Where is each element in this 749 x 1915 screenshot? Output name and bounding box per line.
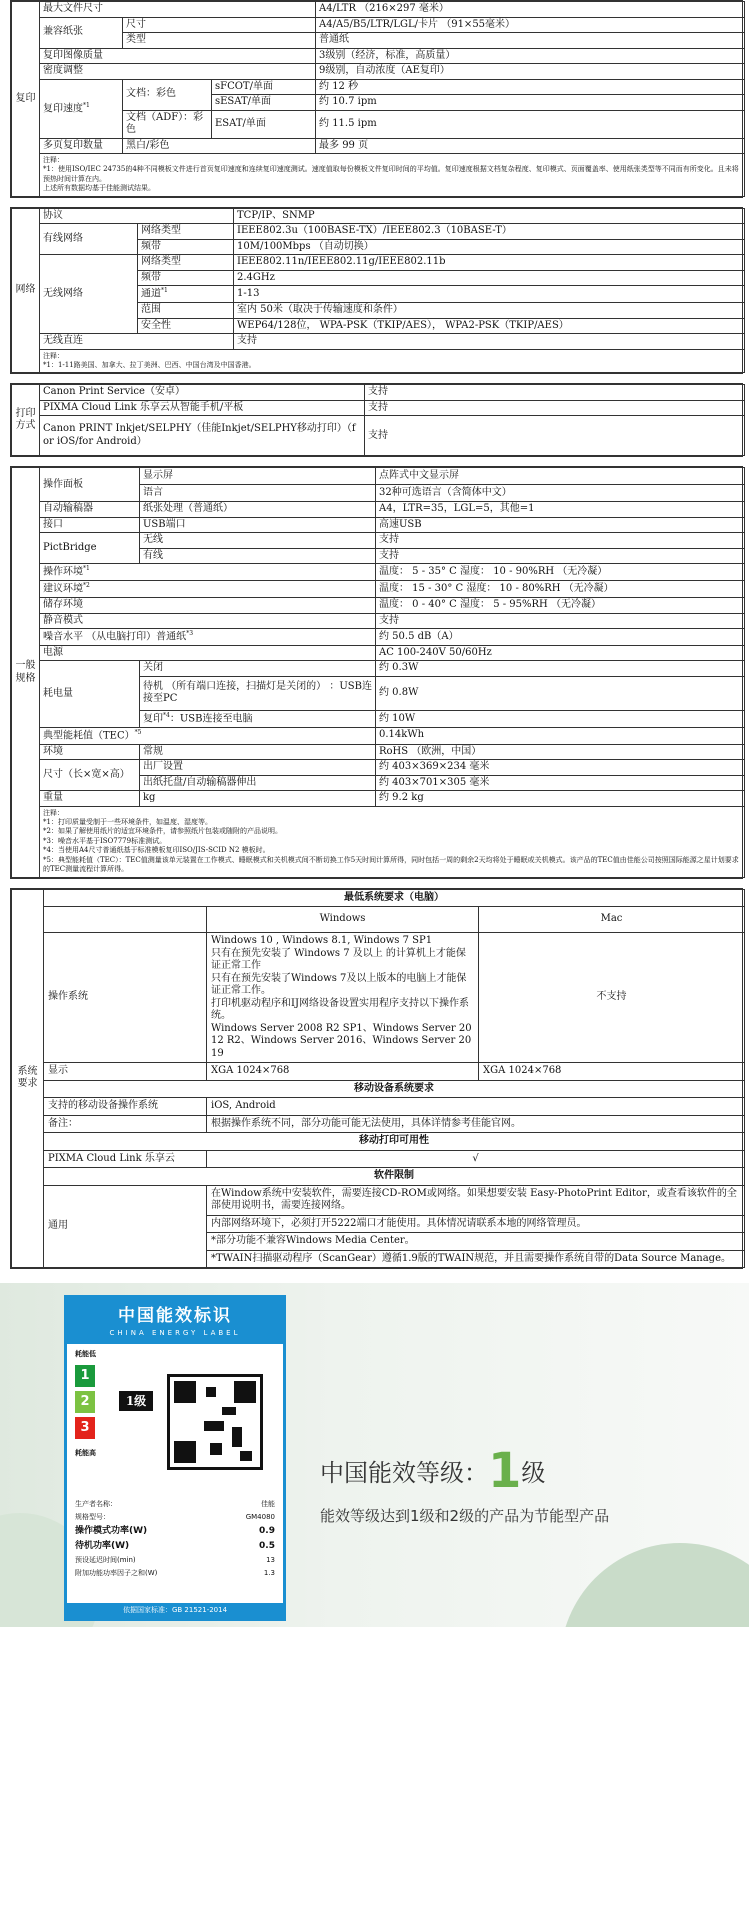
copy-notes xyxy=(40,154,745,197)
pm-row-3-label: Canon PRINT Inkjet/SELPHY（佳能Inkjet/SELPHY移动打印）（for iOS/for Android） xyxy=(40,416,365,456)
op-env-value: 温度： 5 - 35° C 湿度： 10 - 90%RH （无冷凝） xyxy=(376,564,745,581)
env-sub: 常规 xyxy=(140,744,376,760)
pb-wired-value: 支持 xyxy=(376,548,745,564)
display-req-label: 显示 xyxy=(44,1063,207,1081)
mobile-req-header: 移动设备系统要求 xyxy=(44,1080,745,1098)
energy-label-header xyxy=(67,1298,283,1344)
noise-value: 约 50.5 dB（A） xyxy=(376,629,745,646)
standby-label: 待机 （所有端口连接，扫描灯是关闭的） ：USB连接至PC xyxy=(140,676,376,710)
sfcot-value: 约 12 秒 xyxy=(316,79,745,95)
copy-note-2: 上述所有数据均基于佳能测试结果。 xyxy=(43,184,155,193)
grade-bar-1: 1 xyxy=(75,1365,95,1387)
paper-compat-label: 兼容纸张 xyxy=(40,17,123,48)
remark-value: 根据操作系统不同，部分功能可能无法使用，具体详情参考佳能官网。 xyxy=(207,1115,745,1133)
decor-circle xyxy=(560,1543,749,1627)
paper-size-value: A4/A5/B5/LTR/LGL/卡片 （91×55毫米） xyxy=(316,17,745,33)
env-value: RoHS （欧洲，中国） xyxy=(376,744,745,760)
os-windows xyxy=(207,933,479,1063)
wl-channel-label: 通道$^{*1}$ xyxy=(138,286,234,303)
wl-type-value: IEEE802.11n/IEEE802.11g/IEEE802.11b xyxy=(234,255,745,271)
pm-row-3-value: 支持 xyxy=(365,416,745,456)
doc-adf-label: 文档（ADF）：彩色 xyxy=(123,110,212,138)
store-env-label: 储存环境 xyxy=(40,598,376,614)
max-size-label: 最大文件尺寸 xyxy=(40,2,316,18)
general-note-3: *3：噪音水平基于ISO7779标准测试。 xyxy=(43,836,167,845)
os-win-line-3: 只有在预先安装了Windows 7及以上版本的电脑上才能保证正常工作。 xyxy=(211,972,467,997)
doc-color-label: 文档：彩色 xyxy=(123,79,212,110)
network-section-title: 网络 xyxy=(12,208,40,373)
add-row: 附加功能功率因子之和(W) 1.3 xyxy=(75,1568,275,1577)
model-row: 规格型号： GM4080 xyxy=(75,1512,275,1521)
cloud-label: PIXMA Cloud Link 乐享云 xyxy=(44,1150,207,1168)
noise-label: 噪音水平 （从电脑打印）普通纸$^{*3}$ xyxy=(40,629,376,646)
print-methods-title: 打印方式 xyxy=(12,385,40,456)
sysreq-section-title: 系统要求 xyxy=(12,889,44,1268)
energy-label-card xyxy=(64,1295,286,1621)
sesat-label: sESAT/单面 xyxy=(212,95,316,111)
interface-value: 高速USB xyxy=(376,517,745,533)
copy-note-title: 注释： xyxy=(43,156,64,164)
adf-sub: 纸张处理（普通纸） xyxy=(140,502,376,518)
grade-bar-3: 3 xyxy=(75,1417,95,1439)
print-methods-section xyxy=(10,383,743,457)
adf-label: 自动输稿器 xyxy=(40,502,140,518)
store-env-value: 温度： 0 - 40° C 湿度： 5 - 95%RH （无冷凝） xyxy=(376,598,745,614)
pm-row-2-label: PIXMA Cloud Link 乐享云从智能手机/平板 xyxy=(40,400,365,416)
energy-label-title: 中国能效标识 xyxy=(118,1306,232,1327)
empty-cell xyxy=(44,907,207,933)
network-notes xyxy=(40,349,745,373)
mobile-os-value: iOS, Android xyxy=(207,1098,745,1116)
paper-type-value: 普通纸 xyxy=(316,33,745,49)
wl-range-value: 室内 50米（取决于传输速度和条件） xyxy=(234,303,745,319)
wl-security-value: WEP64/128位， WPA-PSK（TKIP/AES）， WPA2-PSK（TKIP/AES） xyxy=(234,318,745,334)
standby-row: 待机功率(W) 0.5 xyxy=(75,1540,275,1551)
consumption-label: 耗电量 xyxy=(40,661,140,727)
wired-band-label: 频带 xyxy=(138,239,234,255)
wl-range-label: 范围 xyxy=(138,303,234,319)
weight-unit: kg xyxy=(140,791,376,807)
wired-type-label: 网络类型 xyxy=(138,224,234,240)
high-energy-text: 耗能高 xyxy=(75,1448,96,1457)
off-label: 关闭 xyxy=(140,661,376,677)
quiet-value: 支持 xyxy=(376,613,745,629)
grade-bar-2: 2 xyxy=(75,1391,95,1413)
display-req-mac: XGA 1024×768 xyxy=(479,1063,745,1081)
esat-label: ESAT/单面 xyxy=(212,110,316,138)
general-note-1: *1：打印质量受制于一些环境条件，如温度、湿度等。 xyxy=(43,818,212,827)
os-mac: 不支持 xyxy=(479,933,745,1063)
wl-channel-value: 1-13 xyxy=(234,286,745,303)
pm-row-1-value: 支持 xyxy=(365,385,745,401)
network-note-title: 注释： xyxy=(43,351,64,360)
copy-note-1: *1：使用ISO/IEC 24735的4种不同模板文件进行首页复印速度和连续复印速度测试。速度值取每份模板文件复印时间的平均值。复印速度根据文档复杂程度、复印模式、页面覆盖率、使用纸张类型等不同而有所变化。且未将预热时间计算在内。 xyxy=(43,165,739,183)
energy-headline: 中国能效等级：1级 xyxy=(320,1443,546,1500)
quality-value: 3级别（经济，标准，高质量） xyxy=(316,48,745,64)
copy-section-title: 复印 xyxy=(12,2,40,197)
rec-env-value: 温度： 15 - 30° C 湿度： 10 - 80%RH （无冷凝） xyxy=(376,581,745,598)
general-note-2: *2：如果了解使用纸片的适宜环境条件，请参照纸片包装或随附的产品说明。 xyxy=(43,827,282,836)
power-label: 电源 xyxy=(40,645,376,661)
wl-security-label: 安全性 xyxy=(138,318,234,334)
os-win-line-4: 打印机驱动程序和IJ网络设备设置实用程序支持以下操作系统。 xyxy=(211,997,469,1022)
display-label: 显示屏 xyxy=(140,468,376,485)
network-note-1: *1：1-11路美国、加拿大、拉丁美洲、巴西、中国台湾及中国香港。 xyxy=(43,361,256,370)
general-note-title: 注释： xyxy=(43,808,64,817)
paper-size-label: 尺寸 xyxy=(123,17,316,33)
os-win-line-5: Windows Server 2008 R2 SP1、Windows Server 2012 R2、Windows Server 2016、Windows Server 2019 xyxy=(211,1022,472,1059)
dim-ext-value: 约 403×701×305 毫米 xyxy=(376,775,745,791)
energy-label-rows xyxy=(75,1498,275,1580)
mobile-print-header: 移动打印可用性 xyxy=(44,1133,745,1151)
weight-value: 约 9.2 kg xyxy=(376,791,745,807)
wl-freq-label: 频带 xyxy=(138,270,234,286)
col-windows: Windows xyxy=(207,907,479,933)
dims-label: 尺寸（长×宽×高） xyxy=(40,760,140,791)
paper-type-label: 类型 xyxy=(123,33,316,49)
general-section xyxy=(10,466,743,878)
energy-subline: 能效等级达到1级和2级的产品为节能型产品 xyxy=(320,1507,610,1526)
dim-ship-value: 约 403×369×234 毫米 xyxy=(376,760,745,776)
pm-row-1-label: Canon Print Service（安卓） xyxy=(40,385,365,401)
energy-banner xyxy=(0,1283,749,1627)
panel-label: 操作面板 xyxy=(40,468,140,502)
pictbridge-label: PictBridge xyxy=(40,533,140,564)
sfcot-label: sFCOT/单面 xyxy=(212,79,316,95)
language-label: 语言 xyxy=(140,485,376,502)
quality-label: 复印图像质量 xyxy=(40,48,316,64)
dim-ship-label: 出厂设置 xyxy=(140,760,376,776)
wired-type-value: IEEE802.3u（100BASE-TX）/IEEE802.3（10BASE-T） xyxy=(234,224,745,240)
sw-line-3: *部分功能不兼容Windows Media Center。 xyxy=(207,1233,745,1251)
general-notes xyxy=(40,806,745,877)
mobile-os-label: 支持的移动设备操作系统 xyxy=(44,1098,207,1116)
sysreq-section xyxy=(10,888,743,1270)
speed-label: 复印速度$^{*1}$ xyxy=(40,79,123,138)
protocol-value: TCP/IP、SNMP xyxy=(234,208,745,224)
direct-label: 无线直连 xyxy=(40,334,234,350)
os-win-line-2: 只有在预先安装了 Windows 7 及以上 的计算机上才能保证正常工作 xyxy=(211,947,466,972)
remark-label: 备注： xyxy=(44,1115,207,1133)
rec-env-label: 建议环境$^{*2}$ xyxy=(40,581,376,598)
general-label: 通用 xyxy=(44,1185,207,1268)
dim-ext-label: 出纸托盘/自动输稿器伸出 xyxy=(140,775,376,791)
general-note-4: *4：当使用A4尺寸普通纸基于标准模板复印ISO/JIS-SCID N2 模板时。 xyxy=(43,846,270,855)
interface-label: 接口 xyxy=(40,517,140,533)
weight-label: 重量 xyxy=(40,791,140,807)
sw-line-1: 在Window系统中安装软件，需要连接CD-ROM或网络。如果想要安装 Easy-PhotoPrint Editor，或查看该软件的全部使用说明书，需要连接网络。 xyxy=(207,1185,745,1215)
grade-tag: 1级 xyxy=(119,1391,153,1411)
pb-wired-label: 有线 xyxy=(140,548,376,564)
pb-wireless-label: 无线 xyxy=(140,533,376,549)
env-label: 环境 xyxy=(40,744,140,760)
wl-freq-value: 2.4GHz xyxy=(234,270,745,286)
density-label: 密度调整 xyxy=(40,64,316,80)
sw-line-2: 内部网络环境下，必须打开5222端口才能使用。具体情况请联系本地的网络管理员。 xyxy=(207,1215,745,1233)
direct-value: 支持 xyxy=(234,334,745,350)
sesat-value: 约 10.7 ipm xyxy=(316,95,745,111)
pm-row-2-value: 支持 xyxy=(365,400,745,416)
wireless-label: 无线网络 xyxy=(40,255,138,334)
op-power-row: 操作模式功率(W) 0.9 xyxy=(75,1525,275,1536)
display-value: 点阵式中文显示屏 xyxy=(376,468,745,485)
copy-power-value: 约 10W xyxy=(376,710,745,727)
adf-value: A4，LTR=35，LGL=5，其他=1 xyxy=(376,502,745,518)
general-note-5: *5：典型能耗值（TEC）：TEC值测量该单元装置在工作模式、睡眠模式和关机模式间不断切换工作5天时间计算所得，同时包括一周的剩余2天均将处于睡眠或关机模式。该产品的TEC值由佳能公司按照国际能源之星计划要求的TEC测量流程计算所得。 xyxy=(43,855,739,874)
multi-value: 最多 99 页 xyxy=(316,138,745,154)
copy-power-label: 复印$^{*4}$：USB连接至电脑 xyxy=(140,710,376,727)
density-value: 9级别，自动浓度（AE复印） xyxy=(316,64,745,80)
qr-code-icon xyxy=(167,1374,263,1470)
energy-label-subtitle: CHINA ENERGY LABEL xyxy=(109,1329,241,1338)
low-energy-text: 耗能低 xyxy=(75,1350,96,1359)
language-value: 32种可选语言（含简体中文） xyxy=(376,485,745,502)
os-label: 操作系统 xyxy=(44,933,207,1063)
sw-line-4: *TWAIN扫描驱动程序（ScanGear）遵循1.9版的TWAIN规范，并且需要操作系统自带的Data Source Manage。 xyxy=(207,1250,745,1268)
wl-type-label: 网络类型 xyxy=(138,255,234,271)
multi-label: 多页复印数量 xyxy=(40,138,123,154)
pb-wireless-value: 支持 xyxy=(376,533,745,549)
col-mac: Mac xyxy=(479,907,745,933)
max-size-value: A4/LTR （216×297 毫米） xyxy=(316,2,745,18)
maker-row: 生产者名称： 佳能 xyxy=(75,1500,275,1509)
esat-value: 约 11.5 ipm xyxy=(316,110,745,138)
power-value: AC 100-240V 50/60Hz xyxy=(376,645,745,661)
multi-mode: 黑白/彩色 xyxy=(123,138,316,154)
standby-value: 约 0.8W xyxy=(376,676,745,710)
wired-label: 有线网络 xyxy=(40,224,138,255)
display-req-win: XGA 1024×768 xyxy=(207,1063,479,1081)
delay-row: 预设延迟时间(min) 13 xyxy=(75,1556,275,1565)
quiet-label: 静音模式 xyxy=(40,613,376,629)
wired-band-value: 10M/100Mbps （自动切换） xyxy=(234,239,745,255)
network-section xyxy=(10,207,743,375)
energy-standard: 依据国家标准：GB 21521-2014 xyxy=(67,1603,283,1618)
off-value: 约 0.3W xyxy=(376,661,745,677)
os-win-line-1: Windows 10 , Windows 8.1, Windows 7 SP1 xyxy=(211,935,433,947)
tec-value: 0.14kWh xyxy=(376,727,745,744)
op-env-label: 操作环境$^{*1}$ xyxy=(40,564,376,581)
software-header: 软件限制 xyxy=(44,1168,745,1186)
cloud-value: √ xyxy=(207,1150,745,1168)
pc-req-header: 最低系统要求（电脑） xyxy=(44,889,745,907)
protocol-label: 协议 xyxy=(40,208,234,224)
interface-sub: USB端口 xyxy=(140,517,376,533)
copy-section xyxy=(10,0,743,198)
tec-label: 典型能耗值（TEC）$^{*5}$ xyxy=(40,727,376,744)
general-section-title: 一般规格 xyxy=(12,468,40,877)
